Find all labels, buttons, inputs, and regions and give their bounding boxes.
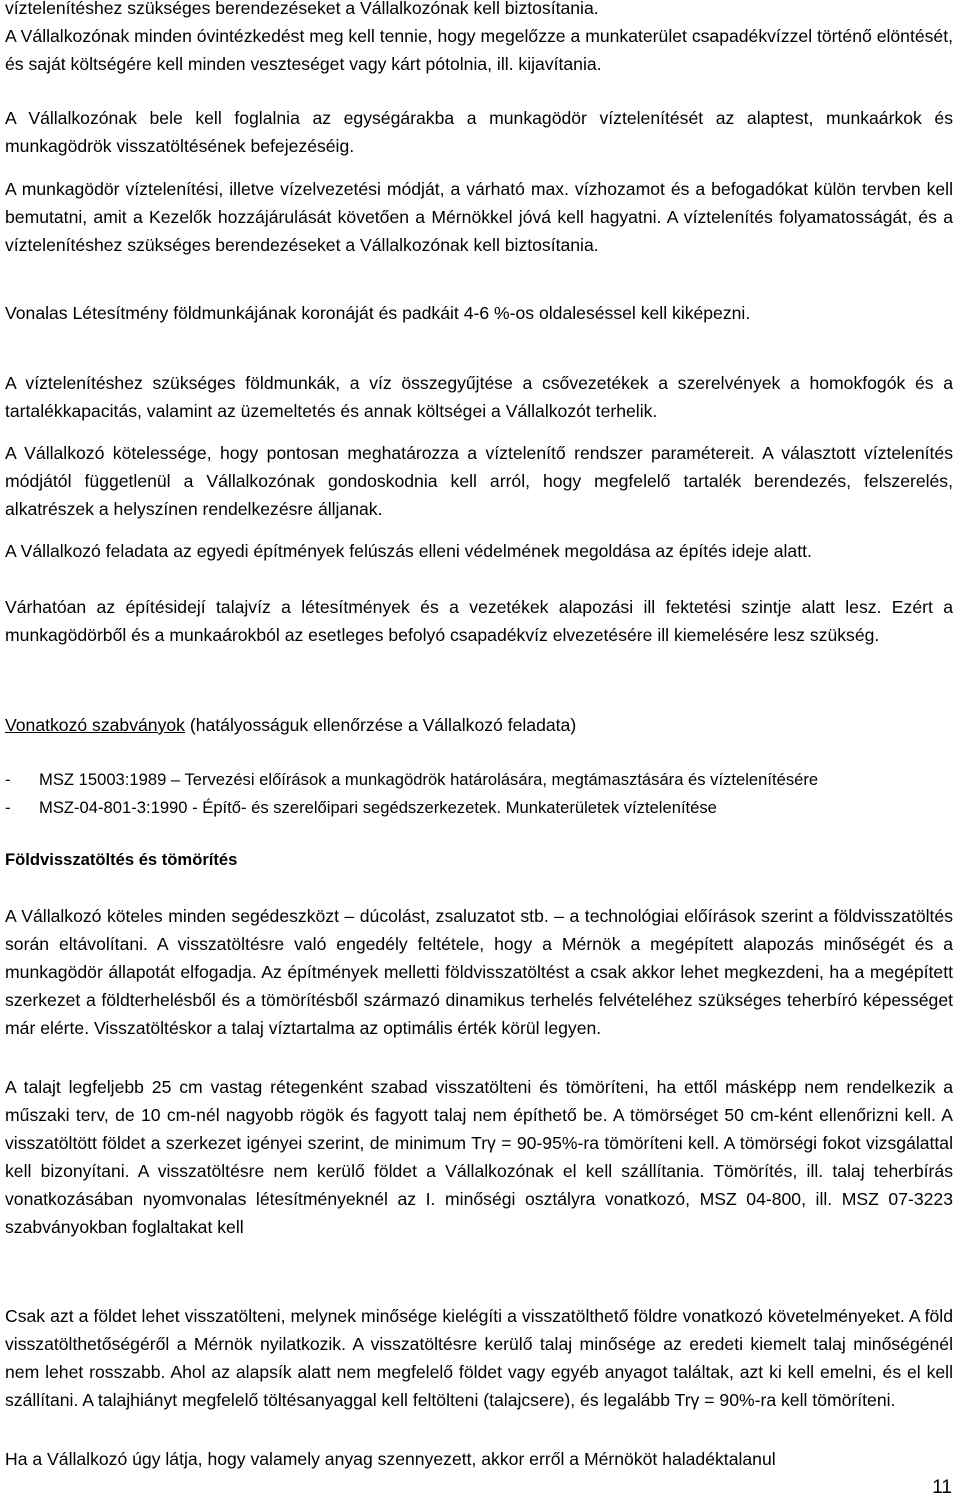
list-marker: -: [5, 798, 11, 817]
paragraph: A munkagödör víztelenítési, illetve vízelvezetési módját, a várható max. vízhozamot és a befogadókat külön tervben kell bemutatni, amit a Kezelők hozzájárulását követően a Mérnökkel jóvá kell hagyatni. A víztelenítés folyamatosságát, és a víztelenítéshez szükséges berendezéseket a Vállalkozónak kell biztosítania.: [5, 179, 953, 255]
standards-heading-underlined: Vonatkozó szabványok: [5, 715, 185, 735]
paragraph: A Vállalkozónak bele kell foglalnia az egységárakba a munkagödör víztelenítését az alaptest, munkaárkok és munkagödrök visszatöltésének befejezéséig.: [5, 108, 953, 156]
paragraph: Ha a Vállalkozó úgy látja, hogy valamely anyag szennyezett, akkor erről a Mérnököt haladéktalanul: [5, 1449, 776, 1469]
paragraph: víztelenítéshez szükséges berendezéseket a Vállalkozónak kell biztosítania.: [5, 0, 599, 18]
paragraph: A Vállalkozó kötelessége, hogy pontosan meghatározza a víztelenítő rendszer paramétereit. A választott víztelenítés módjától függetlenül a Vállalkozónak gondoskodnia kell arról, hogy megfelelő tartalék berendezés, felszerelés, alkatrészek a helyszínen rendelkezésre álljanak.: [5, 443, 953, 519]
list-marker: -: [5, 770, 11, 789]
list-item: [5, 794, 953, 822]
paragraph: A talajt legfeljebb 25 cm vastag rétegenként szabad visszatölteni és tömöríteni, ha ettől másképp nem rendelkezik a műszaki terv, de 10 cm-nél nagyobb rögök és fagyott talaj nem építhető be. A tömörséget 50 cm-ként ellenőrizni kell. A visszatöltött földet a szerkezet igényei szerint, de minimum Trγ = 90-95%-ra tömöríteni kell. A tömörségi fokot vizsgálattal kell bizonyítani. A visszatöltésre nem kerülő földet a Vállalkozónak el kell szállítania. Tömörítés, ill. talaj teherbírás vonatkozásában nyomvonalas létesítményeknél az I. minőségi osztályra vonatkozó, MSZ 04-800, ill. MSZ 07-3223 szabványokban foglaltakat kell: [5, 1077, 953, 1237]
page-number: 11: [932, 1477, 952, 1498]
paragraph: Vonalas Létesítmény földmunkájának koronáját és padkáit 4-6 %-os oldaleséssel kell kiképezni.: [5, 303, 751, 323]
standards-heading-rest: (hatályosságuk ellenőrzése a Vállalkozó feladata): [184, 715, 577, 735]
list-item-text: MSZ 15003:1989 – Tervezési előírások a munkagödrök határolására, megtámasztására és víztelenítésére: [39, 770, 819, 789]
section-heading: Földvisszatöltés és tömörítés: [5, 850, 238, 869]
paragraph: Várhatóan az építésidejí talajvíz a létesítmények és a vezetékek alapozási ill fektetési szintje alatt lesz. Ezért a munkagödörből és a munkaárokból az esetleges befolyó csapadékvíz elvezetésére ill kiemelésére lesz szükség.: [5, 597, 953, 645]
paragraph: Csak azt a földet lehet visszatölteni, melynek minősége kielégíti a visszatölthető földre vonatkozó követelményeket. A föld visszatölthetőségéről a Mérnök nyilatkozik. A visszatöltésre kerülő talaj minősége az eredeti kiemelt talaj minőségénél nem lehet rosszabb. Ahol az alapsík alatt nem megfelelő földet vagy egyéb anyagot találtak, azt ki kell emelni, és el kell szállítani. A talajhiányt megfelelő töltésanyaggal kell feltölteni (talajcsere), és legalább Trγ = 90%-ra kell tömöríteni.: [5, 1306, 953, 1410]
paragraph: A Vállalkozó feladata az egyedi építmények felúszás elleni védelmének megoldása az építés ideje alatt.: [5, 541, 812, 561]
standards-heading: [5, 711, 953, 739]
paragraph: A Vállalkozó köteles minden segédeszközt – dúcolást, zsaluzatot stb. – a technológiai előírások szerint a földvisszatöltés során eltávolítani. A visszatöltésre való engedély feltétele, hogy a Mérnök a megépített alapozás minőségét és a munkagödör állapotát elfogadja. Az építmények melletti földvisszatöltést a csak akkor lehet megkezdeni, ha a megépített szerkezet a földterhelésből és a tömörítésből származó dinamikus terhelés felvételéhez szükséges teherbíró képességet már elérte. Visszatöltéskor a talaj víztartalma az optimális érték körül legyen.: [5, 906, 953, 1038]
list-item: [5, 766, 953, 794]
paragraph: A Vállalkozónak minden óvintézkedést meg kell tennie, hogy megelőzze a munkaterület csapadékvízzel történő elöntését, és saját költségére kell minden veszteséget vagy kárt pótolnia, ill. kijavítania.: [5, 26, 953, 74]
list-item-text: MSZ-04-801-3:1990 - Építő- és szerelőipari segédszerkezetek. Munkaterületek víztelenítése: [39, 798, 717, 817]
paragraph: A víztelenítéshez szükséges földmunkák, a víz összegyűjtése a csővezetékek a szerelvények a homokfogók és a tartalékkapacitás, valamint az üzemeltetés és annak költségei a Vállalkozót terhelik.: [5, 373, 953, 421]
